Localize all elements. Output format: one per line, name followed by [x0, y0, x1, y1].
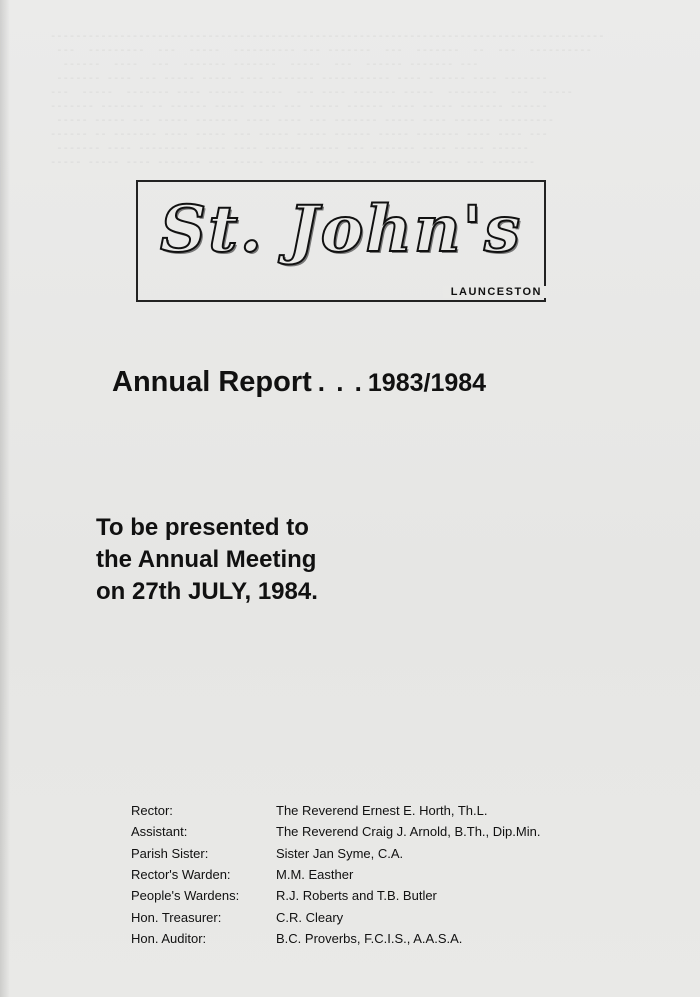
officer-role: Rector: [131, 803, 173, 819]
officer-role: Assistant: [131, 824, 188, 840]
presentation-line-1: To be presented to [96, 514, 309, 541]
presentation-notice [96, 512, 516, 608]
parish-logo-frame [136, 180, 546, 302]
parish-logo-subtitle: LAUNCESTON [443, 286, 548, 298]
officer-name: C.R. Cleary [276, 909, 344, 925]
bleed-through-texture: ---------------------------------------------------------------------------------------- --- --------- --- ----- ---------- --- ------- --- ------- -- --- ---------- ------ ---- --- ------- ------- ----- --- ------ ------- --- ------- ---- --- ----- ----- ---- ------- ----------- ---- ------ ---- ------- --- ----- ------- ---- ------ ----- --- ---- ------- ----- -------- --- ----- ------- ------- -- ------ ----- ---- --- ----- ------ ---- ----- ------- ------ ----- ----- --- ----- ------- ---- ---- --- ------- ----- ---- ------ --------- ------ -- ------- ---- ----- --- ----- ----- ------ ----- ------- ---- ---- --- ------- ---- -------- ----- ---- ------ ----- --- ------- ---- ----- ------ ----- ----- ---- ------- --- ----- ------ ---- ----- ------ ----- --- ------- [50, 31, 605, 169]
presentation-line-2: the Annual Meeting [96, 546, 317, 573]
officer-name: The Reverend Craig J. Arnold, B.Th., Dip.Min. [276, 824, 541, 840]
officers-list [131, 800, 551, 949]
officer-row [131, 821, 551, 842]
officer-name: The Reverend Ernest E. Horth, Th.L. [276, 803, 488, 819]
officer-name: Sister Jan Syme, C.A. [276, 845, 404, 861]
officer-role: Hon. Treasurer: [131, 909, 222, 925]
officer-row [131, 843, 551, 864]
officer-row [131, 800, 551, 821]
officer-row [131, 928, 551, 949]
report-title: Annual Report [112, 366, 312, 398]
officer-name: R.J. Roberts and T.B. Butler [276, 888, 437, 904]
officer-role: Parish Sister: [131, 845, 209, 861]
officer-row [131, 906, 551, 927]
officer-role: People's Wardens: [131, 888, 240, 904]
report-dots: . . . [317, 367, 364, 397]
officer-role: Rector's Warden: [131, 867, 231, 883]
report-heading [112, 366, 592, 399]
parish-logo-title: St. John's [160, 192, 522, 267]
officer-name: M.M. Easther [276, 867, 354, 883]
officer-row [131, 864, 551, 885]
officer-row [131, 885, 551, 906]
page-edge-shadow [0, 0, 10, 997]
officer-name: B.C. Proverbs, F.C.I.S., A.A.S.A. [276, 930, 463, 946]
report-years: 1983/1984 [367, 369, 487, 397]
presentation-line-3: on 27th JULY, 1984. [96, 578, 318, 605]
officer-role: Hon. Auditor: [131, 930, 207, 946]
